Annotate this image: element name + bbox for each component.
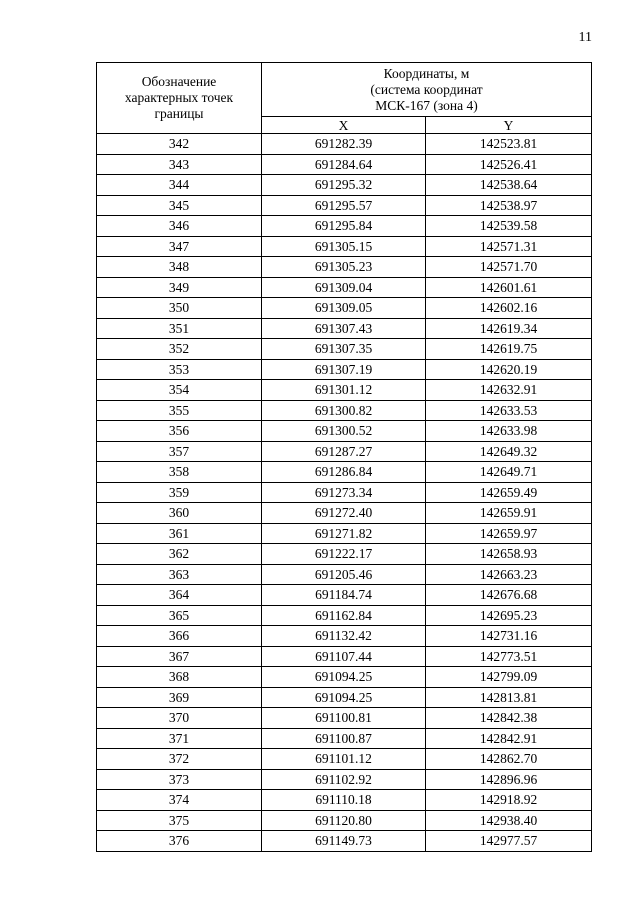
y-coordinate-cell: 142799.09 <box>426 667 592 688</box>
x-coordinate-cell: 691149.73 <box>262 831 426 852</box>
table-row <box>97 503 592 524</box>
table-body <box>97 134 592 852</box>
point-number-cell: 366 <box>97 626 262 647</box>
x-coordinate-cell: 691184.74 <box>262 585 426 606</box>
point-number-cell: 361 <box>97 523 262 544</box>
point-number-cell: 375 <box>97 810 262 831</box>
y-coordinate-cell: 142695.23 <box>426 605 592 626</box>
point-number-cell: 369 <box>97 687 262 708</box>
x-coordinate-cell: 691295.32 <box>262 175 426 196</box>
x-coordinate-cell: 691162.84 <box>262 605 426 626</box>
table-row <box>97 790 592 811</box>
x-coordinate-cell: 691309.04 <box>262 277 426 298</box>
point-number-cell: 365 <box>97 605 262 626</box>
table-row <box>97 175 592 196</box>
x-coordinate-cell: 691107.44 <box>262 646 426 667</box>
table-row <box>97 646 592 667</box>
x-coordinate-cell: 691132.42 <box>262 626 426 647</box>
x-coordinate-cell: 691305.15 <box>262 236 426 257</box>
point-number-cell: 343 <box>97 154 262 175</box>
table-row <box>97 236 592 257</box>
coordinates-table <box>96 62 592 852</box>
table-row <box>97 769 592 790</box>
table-row <box>97 831 592 852</box>
y-coordinate-cell: 142813.81 <box>426 687 592 708</box>
x-coordinate-cell: 691102.92 <box>262 769 426 790</box>
y-coordinate-cell: 142601.61 <box>426 277 592 298</box>
y-coordinate-cell: 142658.93 <box>426 544 592 565</box>
x-coordinate-cell: 691120.80 <box>262 810 426 831</box>
y-coordinate-cell: 142977.57 <box>426 831 592 852</box>
y-coordinate-cell: 142523.81 <box>426 134 592 155</box>
point-number-cell: 350 <box>97 298 262 319</box>
y-coordinate-cell: 142731.16 <box>426 626 592 647</box>
table-row <box>97 359 592 380</box>
table-row <box>97 810 592 831</box>
y-coordinate-cell: 142633.98 <box>426 421 592 442</box>
table-row <box>97 728 592 749</box>
x-coordinate-cell: 691273.34 <box>262 482 426 503</box>
y-coordinate-cell: 142659.49 <box>426 482 592 503</box>
point-number-cell: 346 <box>97 216 262 237</box>
table-row <box>97 482 592 503</box>
point-number-cell: 357 <box>97 441 262 462</box>
table-row <box>97 421 592 442</box>
table-row <box>97 687 592 708</box>
y-coordinate-cell: 142862.70 <box>426 749 592 770</box>
y-coordinate-cell: 142526.41 <box>426 154 592 175</box>
table-row <box>97 339 592 360</box>
x-coordinate-cell: 691100.87 <box>262 728 426 749</box>
point-number-cell: 374 <box>97 790 262 811</box>
coordinates-header: Координаты, м (система координат МСК-167 (зона 4) <box>262 63 592 117</box>
x-coordinate-cell: 691271.82 <box>262 523 426 544</box>
y-coordinate-cell: 142649.71 <box>426 462 592 483</box>
x-coordinate-cell: 691305.23 <box>262 257 426 278</box>
point-designation-header: Обозначение характерных точек границы <box>97 63 262 134</box>
point-number-cell: 356 <box>97 421 262 442</box>
x-coordinate-cell: 691272.40 <box>262 503 426 524</box>
y-coordinate-cell: 142619.75 <box>426 339 592 360</box>
x-coordinate-cell: 691282.39 <box>262 134 426 155</box>
point-number-cell: 358 <box>97 462 262 483</box>
x-coordinate-cell: 691295.57 <box>262 195 426 216</box>
x-coordinate-cell: 691295.84 <box>262 216 426 237</box>
table-row <box>97 195 592 216</box>
y-coordinate-cell: 142918.92 <box>426 790 592 811</box>
y-coordinate-cell: 142842.91 <box>426 728 592 749</box>
table-row <box>97 441 592 462</box>
x-coordinate-cell: 691110.18 <box>262 790 426 811</box>
y-coordinate-cell: 142571.31 <box>426 236 592 257</box>
x-coordinate-cell: 691284.64 <box>262 154 426 175</box>
point-number-cell: 360 <box>97 503 262 524</box>
x-coordinate-cell: 691309.05 <box>262 298 426 319</box>
y-coordinate-cell: 142938.40 <box>426 810 592 831</box>
point-number-cell: 367 <box>97 646 262 667</box>
y-column-header: Y <box>426 117 592 134</box>
point-number-cell: 363 <box>97 564 262 585</box>
table-row <box>97 626 592 647</box>
x-coordinate-cell: 691301.12 <box>262 380 426 401</box>
y-coordinate-cell: 142676.68 <box>426 585 592 606</box>
y-coordinate-cell: 142632.91 <box>426 380 592 401</box>
point-number-cell: 349 <box>97 277 262 298</box>
table-row <box>97 154 592 175</box>
table-row <box>97 544 592 565</box>
table-row <box>97 257 592 278</box>
point-number-cell: 364 <box>97 585 262 606</box>
point-number-cell: 353 <box>97 359 262 380</box>
point-number-cell: 347 <box>97 236 262 257</box>
point-number-cell: 370 <box>97 708 262 729</box>
y-coordinate-cell: 142663.23 <box>426 564 592 585</box>
point-number-cell: 354 <box>97 380 262 401</box>
table-row <box>97 277 592 298</box>
x-coordinate-cell: 691222.17 <box>262 544 426 565</box>
table-row <box>97 134 592 155</box>
x-coordinate-cell: 691300.82 <box>262 400 426 421</box>
table-row <box>97 462 592 483</box>
point-number-cell: 372 <box>97 749 262 770</box>
table-row <box>97 216 592 237</box>
x-coordinate-cell: 691094.25 <box>262 687 426 708</box>
x-coordinate-cell: 691286.84 <box>262 462 426 483</box>
y-coordinate-cell: 142659.97 <box>426 523 592 544</box>
table-row <box>97 400 592 421</box>
y-coordinate-cell: 142602.16 <box>426 298 592 319</box>
point-number-cell: 371 <box>97 728 262 749</box>
x-coordinate-cell: 691300.52 <box>262 421 426 442</box>
point-number-cell: 351 <box>97 318 262 339</box>
point-number-cell: 368 <box>97 667 262 688</box>
y-coordinate-cell: 142571.70 <box>426 257 592 278</box>
y-coordinate-cell: 142538.64 <box>426 175 592 196</box>
x-column-header: X <box>262 117 426 134</box>
table-row <box>97 605 592 626</box>
table-row <box>97 564 592 585</box>
y-coordinate-cell: 142620.19 <box>426 359 592 380</box>
point-number-cell: 344 <box>97 175 262 196</box>
y-coordinate-cell: 142649.32 <box>426 441 592 462</box>
y-coordinate-cell: 142633.53 <box>426 400 592 421</box>
x-coordinate-cell: 691287.27 <box>262 441 426 462</box>
y-coordinate-cell: 142773.51 <box>426 646 592 667</box>
point-number-cell: 348 <box>97 257 262 278</box>
x-coordinate-cell: 691307.43 <box>262 318 426 339</box>
point-number-cell: 352 <box>97 339 262 360</box>
table-row <box>97 667 592 688</box>
table-row <box>97 318 592 339</box>
table-row <box>97 749 592 770</box>
table-row <box>97 298 592 319</box>
table-row <box>97 523 592 544</box>
x-coordinate-cell: 691101.12 <box>262 749 426 770</box>
y-coordinate-cell: 142538.97 <box>426 195 592 216</box>
y-coordinate-cell: 142842.38 <box>426 708 592 729</box>
point-number-cell: 355 <box>97 400 262 421</box>
table-row <box>97 380 592 401</box>
point-number-cell: 342 <box>97 134 262 155</box>
table-row <box>97 585 592 606</box>
y-coordinate-cell: 142896.96 <box>426 769 592 790</box>
y-coordinate-cell: 142659.91 <box>426 503 592 524</box>
x-coordinate-cell: 691205.46 <box>262 564 426 585</box>
page-number: 11 <box>578 30 592 45</box>
point-number-cell: 373 <box>97 769 262 790</box>
x-coordinate-cell: 691307.35 <box>262 339 426 360</box>
point-number-cell: 362 <box>97 544 262 565</box>
y-coordinate-cell: 142539.58 <box>426 216 592 237</box>
y-coordinate-cell: 142619.34 <box>426 318 592 339</box>
point-number-cell: 376 <box>97 831 262 852</box>
x-coordinate-cell: 691094.25 <box>262 667 426 688</box>
table-row <box>97 708 592 729</box>
x-coordinate-cell: 691100.81 <box>262 708 426 729</box>
x-coordinate-cell: 691307.19 <box>262 359 426 380</box>
point-number-cell: 345 <box>97 195 262 216</box>
point-number-cell: 359 <box>97 482 262 503</box>
